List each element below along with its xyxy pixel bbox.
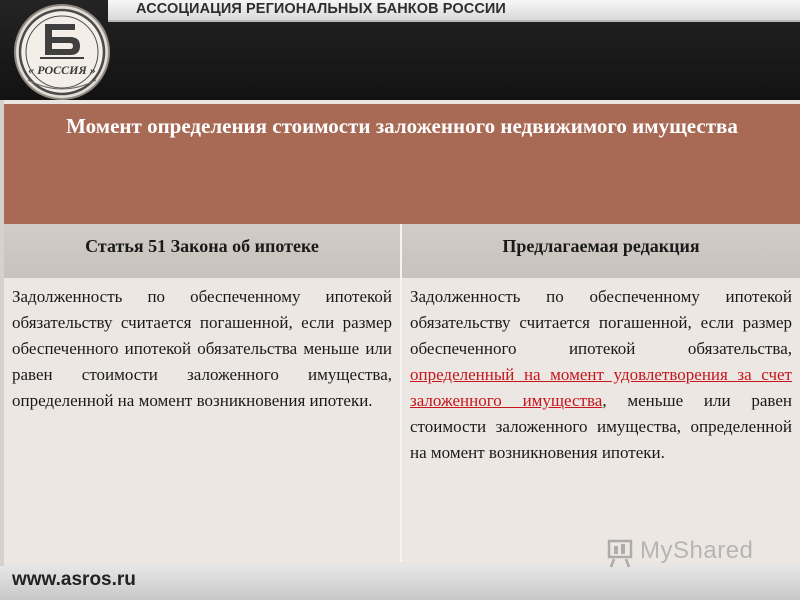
column-divider	[400, 224, 402, 562]
slide-title: Момент определения стоимости заложенного недвижимого имущества	[66, 114, 738, 138]
proposed-text-highlight: определенный на момент удовлетворения за счет заложенного имущества	[410, 365, 792, 410]
logo-text: « РОССИЯ »	[28, 63, 96, 77]
column-header-law: Статья 51 Закона об ипотеке	[4, 224, 400, 278]
watermark-text: MyShared	[640, 537, 754, 564]
column-body-proposed	[402, 278, 800, 562]
footer-bar	[0, 566, 800, 600]
footer-url[interactable]: www.asros.ru	[12, 569, 136, 590]
association-name: АССОЦИАЦИЯ РЕГИОНАЛЬНЫХ БАНКОВ РОССИИ	[136, 1, 506, 17]
arb-seal-logo-icon	[4, 2, 132, 102]
watermark	[606, 535, 776, 571]
proposed-text-after: , меньше или равен стоимости заложенного имущества, определенной на момент возникновения ипотеки.	[410, 391, 792, 462]
proposed-text-before: Задолженность по обеспеченному ипотекой обязательству считается погашенной, если размер обеспеченного ипотекой обязательства,	[410, 287, 792, 358]
myshared-logo-icon	[606, 535, 636, 569]
column-body-law: Задолженность по обеспеченному ипотекой обязательству считается погашенной, если размер обеспеченного ипотекой обязательства меньше или равен стоимости заложенного имущества, определенной на момент возникновения ипотеки.	[4, 278, 400, 562]
column-header-proposed: Предлагаемая редакция	[402, 224, 800, 278]
